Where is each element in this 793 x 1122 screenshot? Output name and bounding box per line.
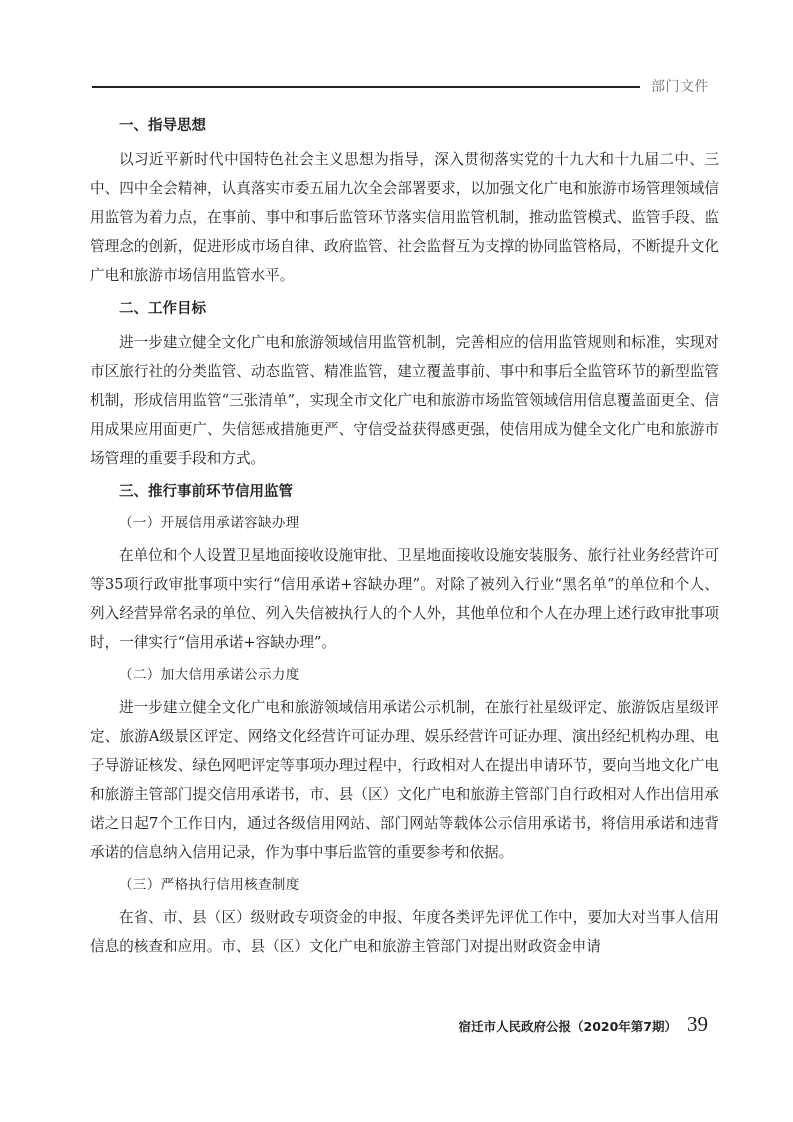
section-label: 部门文件 <box>651 79 709 95</box>
subheading-credit-commitment: （一）开展信用承诺容缺办理 <box>119 515 300 531</box>
page-footer <box>459 1012 709 1037</box>
section-heading-pre-supervision: 三、推行事前环节信用监管 <box>119 484 293 500</box>
document-body <box>90 113 719 967</box>
subheading-credit-verification: （三）严格执行信用核查制度 <box>119 877 300 893</box>
publication-title: 宿迁市人民政府公报（2020年第7期） <box>458 1019 677 1034</box>
section-heading-work-goals: 二、工作目标 <box>119 301 206 317</box>
paragraph-commitment-publicity: 进一步建立健全文化广电和旅游领域信用承诺公示机制，在旅行社星级评定、旅游饭店星级评定、旅游A级景区评定、网络文化经营许可证办理、娱乐经营许可证办理、演出经纪机构办理、电子导游证核发、绿色网吧评定等事项办理过程中，行政相对人在提出申请环节，要向当地文化广电和旅游主管部门提交信用承诺书，市、县（区）文化广电和旅游主管部门自行政相对人作出信用承诺之日起7个工作日内，通过各级信用网站、部门网站等载体公示信用承诺书，将信用承诺和违背承诺的信息纳入信用记录，作为事中事后监管的重要参考和依据。 <box>90 699 719 861</box>
subheading-commitment-publicity: （二）加大信用承诺公示力度 <box>119 667 300 683</box>
paragraph-work-goals: 进一步建立健全文化广电和旅游领域信用监管机制，完善相应的信用监管规则和标准，实现对市区旅行社的分类监管、动态监管、精准监管，建立覆盖事前、事中和事后全监管环节的新型监管机制，形成信用监管“三张清单”，实现全市文化广电和旅游市场监管领域信用信息覆盖面更全、信用成果应用面更广、失信惩戒措施更严、守信受益获得感更强，使信用成为健全文化广电和旅游市场管理的重要手段和方式。 <box>90 334 719 467</box>
paragraph-credit-commitment: 在单位和个人设置卫星地面接收设施审批、卫星地面接收设施安装服务、旅行社业务经营许可等35项行政审批事项中实行“信用承诺+容缺办理”。对除了被列入行业“黑名单”的单位和个人、列入经营异常名录的单位、列入失信被执行人的个人外，其他单位和个人在办理上述行政审批事项时，一律实行“信用承诺+容缺办理”。 <box>90 547 719 651</box>
paragraph-credit-verification: 在省、市、县（区）级财政专项资金的申报、年度各类评先评优工作中，要加大对当事人信用信息的核查和应用。市、县（区）文化广电和旅游主管部门对提出财政资金申请 <box>90 909 719 955</box>
header-rule <box>92 86 640 88</box>
page-number: 39 <box>687 1012 708 1036</box>
paragraph-guiding-ideology: 以习近平新时代中国特色社会主义思想为指导，深入贯彻落实党的十九大和十九届二中、三中、四中全会精神，认真落实市委五届九次全会部署要求，以加强文化广电和旅游市场管理领域信用监管为着力点，在事前、事中和事后监管环节落实信用监管机制，推动监管模式、监管手段、监管理念的创新，促进形成市场自律、政府监管、社会监督互为支撑的协同监管格局，不断提升文化广电和旅游市场信用监管水平。 <box>90 151 719 284</box>
section-heading-guiding-ideology: 一、指导思想 <box>119 118 206 134</box>
